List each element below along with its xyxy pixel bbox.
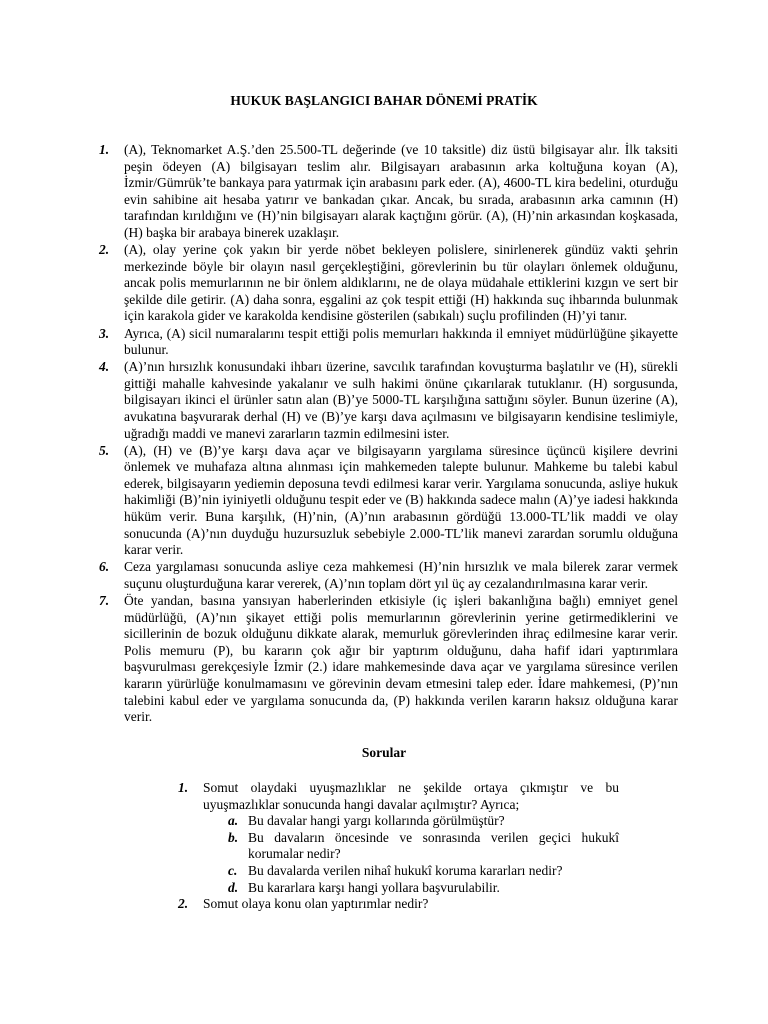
case-paragraph — [96, 559, 678, 592]
case-paragraph — [96, 142, 678, 242]
document-title: HUKUK BAŞLANGICI BAHAR DÖNEMİ PRATİK — [230, 93, 538, 108]
sub-question-text: Bu davalarda verilen nihaî hukukî koruma kararları nedir? — [248, 862, 563, 878]
case-paragraph-list — [96, 142, 678, 726]
case-paragraph — [96, 242, 678, 325]
paragraph-number: 4. — [99, 359, 110, 375]
sub-question-text: Bu kararlara karşı hangi yollara başvurulabilir. — [248, 879, 500, 895]
paragraph-text: (A)’nın hırsızlık konusundaki ihbarı üzerine, savcılık tarafından kovuşturma başlatılır ve (H), sürekli gittiği mahalle kahvesinde yakalanır ve sulh hakimi önüne çıkarılarak tutuklanır. (H) sorgusunda, bilgisayarı ikinci el ürünler satın alan (B)’ye 5000-TL karşılığına sattığını söyler. Bunun üzerine (A), avukatına başvurarak derhal (H) ve (B)’ye karşı dava açılmasını ve bilgisayarın kendisine teslimiyle, uğradığı maddi ve manevi zararların tazmin edilmesini ister. — [124, 359, 678, 441]
paragraph-number: 3. — [99, 325, 110, 341]
questions-heading: Sorular — [361, 745, 407, 760]
sub-question-letter: d. — [228, 879, 239, 895]
question-text: Somut olaya konu olan yaptırımlar nedir? — [203, 896, 429, 912]
case-paragraph — [96, 326, 678, 359]
question-item — [175, 780, 619, 896]
sub-question-list — [203, 813, 619, 896]
paragraph-number: 7. — [99, 593, 110, 609]
paragraph-number: 6. — [99, 559, 110, 575]
sub-question — [228, 830, 619, 863]
case-paragraph — [96, 593, 678, 726]
question-number: 1. — [178, 780, 189, 795]
sub-question — [228, 880, 619, 897]
sub-question-text: Bu davaların öncesinde ve sonrasında verilen geçici hukukî korumalar nedir? — [248, 829, 619, 862]
sub-question-letter: b. — [228, 829, 239, 845]
paragraph-text: Ceza yargılaması sonucunda asliye ceza mahkemesi (H)’nin hırsızlık ve mala bilerek zarar vermek suçunu oluşturduğuna karar vererek, (A)’nın toplam dört yıl üç ay cezalandırılmasına karar verir. — [124, 559, 678, 591]
question-list — [175, 780, 619, 913]
paragraph-text: Ayrıca, (A) sicil numaralarını tespit ettiği polis memurları hakkında il emniyet müdürlüğüne şikayette bulunur. — [124, 325, 678, 358]
paragraph-number: 1. — [99, 142, 110, 157]
paragraph-number: 5. — [99, 442, 110, 458]
paragraph-text: (A), olay yerine çok yakın bir yerde nöbet bekleyen polislere, sinirlenerek gündüz vakti şehrin merkezinde böyle bir olayın nasıl gerçekleştiğini, görevlerinin bu tür olayları önlemek olduğunu, ancak polis memurlarının ne bir önlem aldıklarını, ne de olaya müdahale ettiklerini kızgın ve sert bir şekilde dile getirir. (A) daha sonra, eşgalini az çok tespit ettiği (H) hakkında suç ihbarında bulunmak için karakola gider ve karakolda kendisine gösterilen (sabıkalı) suçlu profilinden (H)’yi tanır. — [124, 242, 678, 324]
question-text: Somut olaydaki uyuşmazlıklar ne şekilde ortaya çıkmıştır ve bu uyuşmazlıklar sonucunda hangi davalar açılmıştır? Ayrıca; — [203, 780, 619, 812]
sub-question-letter: c. — [228, 862, 238, 878]
sub-question-text: Bu davalar hangi yargı kollarında görülmüştür? — [248, 813, 505, 829]
paragraph-text: (A), (H) ve (B)’ye karşı dava açar ve bilgisayarın yargılama süresince üçüncü kişilere devrini önlemek ve muhafaza altına alınması için mahkemeden talepte bulunur. Mahkeme bu talebi kabul ederek, bilgisayarın yediemin deposuna tevdi edilmesi karar verir. Yargılama sonucunda, asliye hukuk hakimliği (B)’nin iyiniyetli olduğunu tespit eder ve (B) hakkında sadece malın (A)’ye iadesi hakkında hüküm verir. Buna karşılık, (H)’nin, (A)’nın arabasının gördüğü 13.000-TL’lik maddi ve olay sonucunda (A)’nın duyduğu huzursuzluk sebebiyle 2.000-TL’lik manevi zarardan sorumlu olduğuna karar verir. — [124, 442, 678, 558]
sub-question — [228, 813, 619, 830]
paragraph-number: 2. — [99, 242, 110, 258]
sub-question-letter: a. — [228, 813, 239, 829]
sub-question — [228, 863, 619, 880]
question-item — [175, 896, 619, 913]
case-paragraph — [96, 359, 678, 442]
paragraph-text: Öte yandan, basına yansıyan haberlerinden etkisiyle (iç işleri bakanlığına bağlı) emniyet genel müdürlüğü, (A)’nın şikayet ettiği polis memurlarının görevlerinin yerine getirmediklerini ve sicillerinin de bozuk olduğunu dikkate alarak, memurluk görevlerinden ihraç edilmesine karar verir. Polis memuru (P), bu kararın çok ağır bir yaptırım olduğunu, daha hafif idari yaptırımlara başvurulması gerekçesiyle İzmir (2.) idare mahkemesinde dava açar ve yargılama süresince verilen kararın yürürlüğe konulmamasını ve görevinin devam etmesini talep eder. İdare mahkemesi, (P)’nın talebini kabul eder ve yargılama sonucunda da, (P) hakkında verilen kararın haksız olduğuna karar verir. — [124, 593, 678, 725]
case-paragraph — [96, 443, 678, 559]
paragraph-text: (A), Teknomarket A.Ş.’den 25.500-TL değerinde (ve 10 taksitle) diz üstü bilgisayar alır. İlk taksiti peşin ödeyen (A) bilgisayarı teslim alır. Bilgisayarı arabasının arka koltuğuna koyan (A), İzmir/Gümrük’te bankaya para yatırmak için arabasını park eder. (A), 4600-TL kira bedelini, oturduğu evin sahibine ait hesaba yatırır ve bankadan çıkar. Ancak, bu sırada, arabasının arka camının (H) tarafından kırıldığını ve (H)’nin bilgisayarı alarak kaçtığını görür. (A), (H)’nin arkasından koşkasada, (H) başka bir arabaya binerek uzaklaşır. — [124, 142, 678, 240]
question-number: 2. — [178, 896, 189, 912]
